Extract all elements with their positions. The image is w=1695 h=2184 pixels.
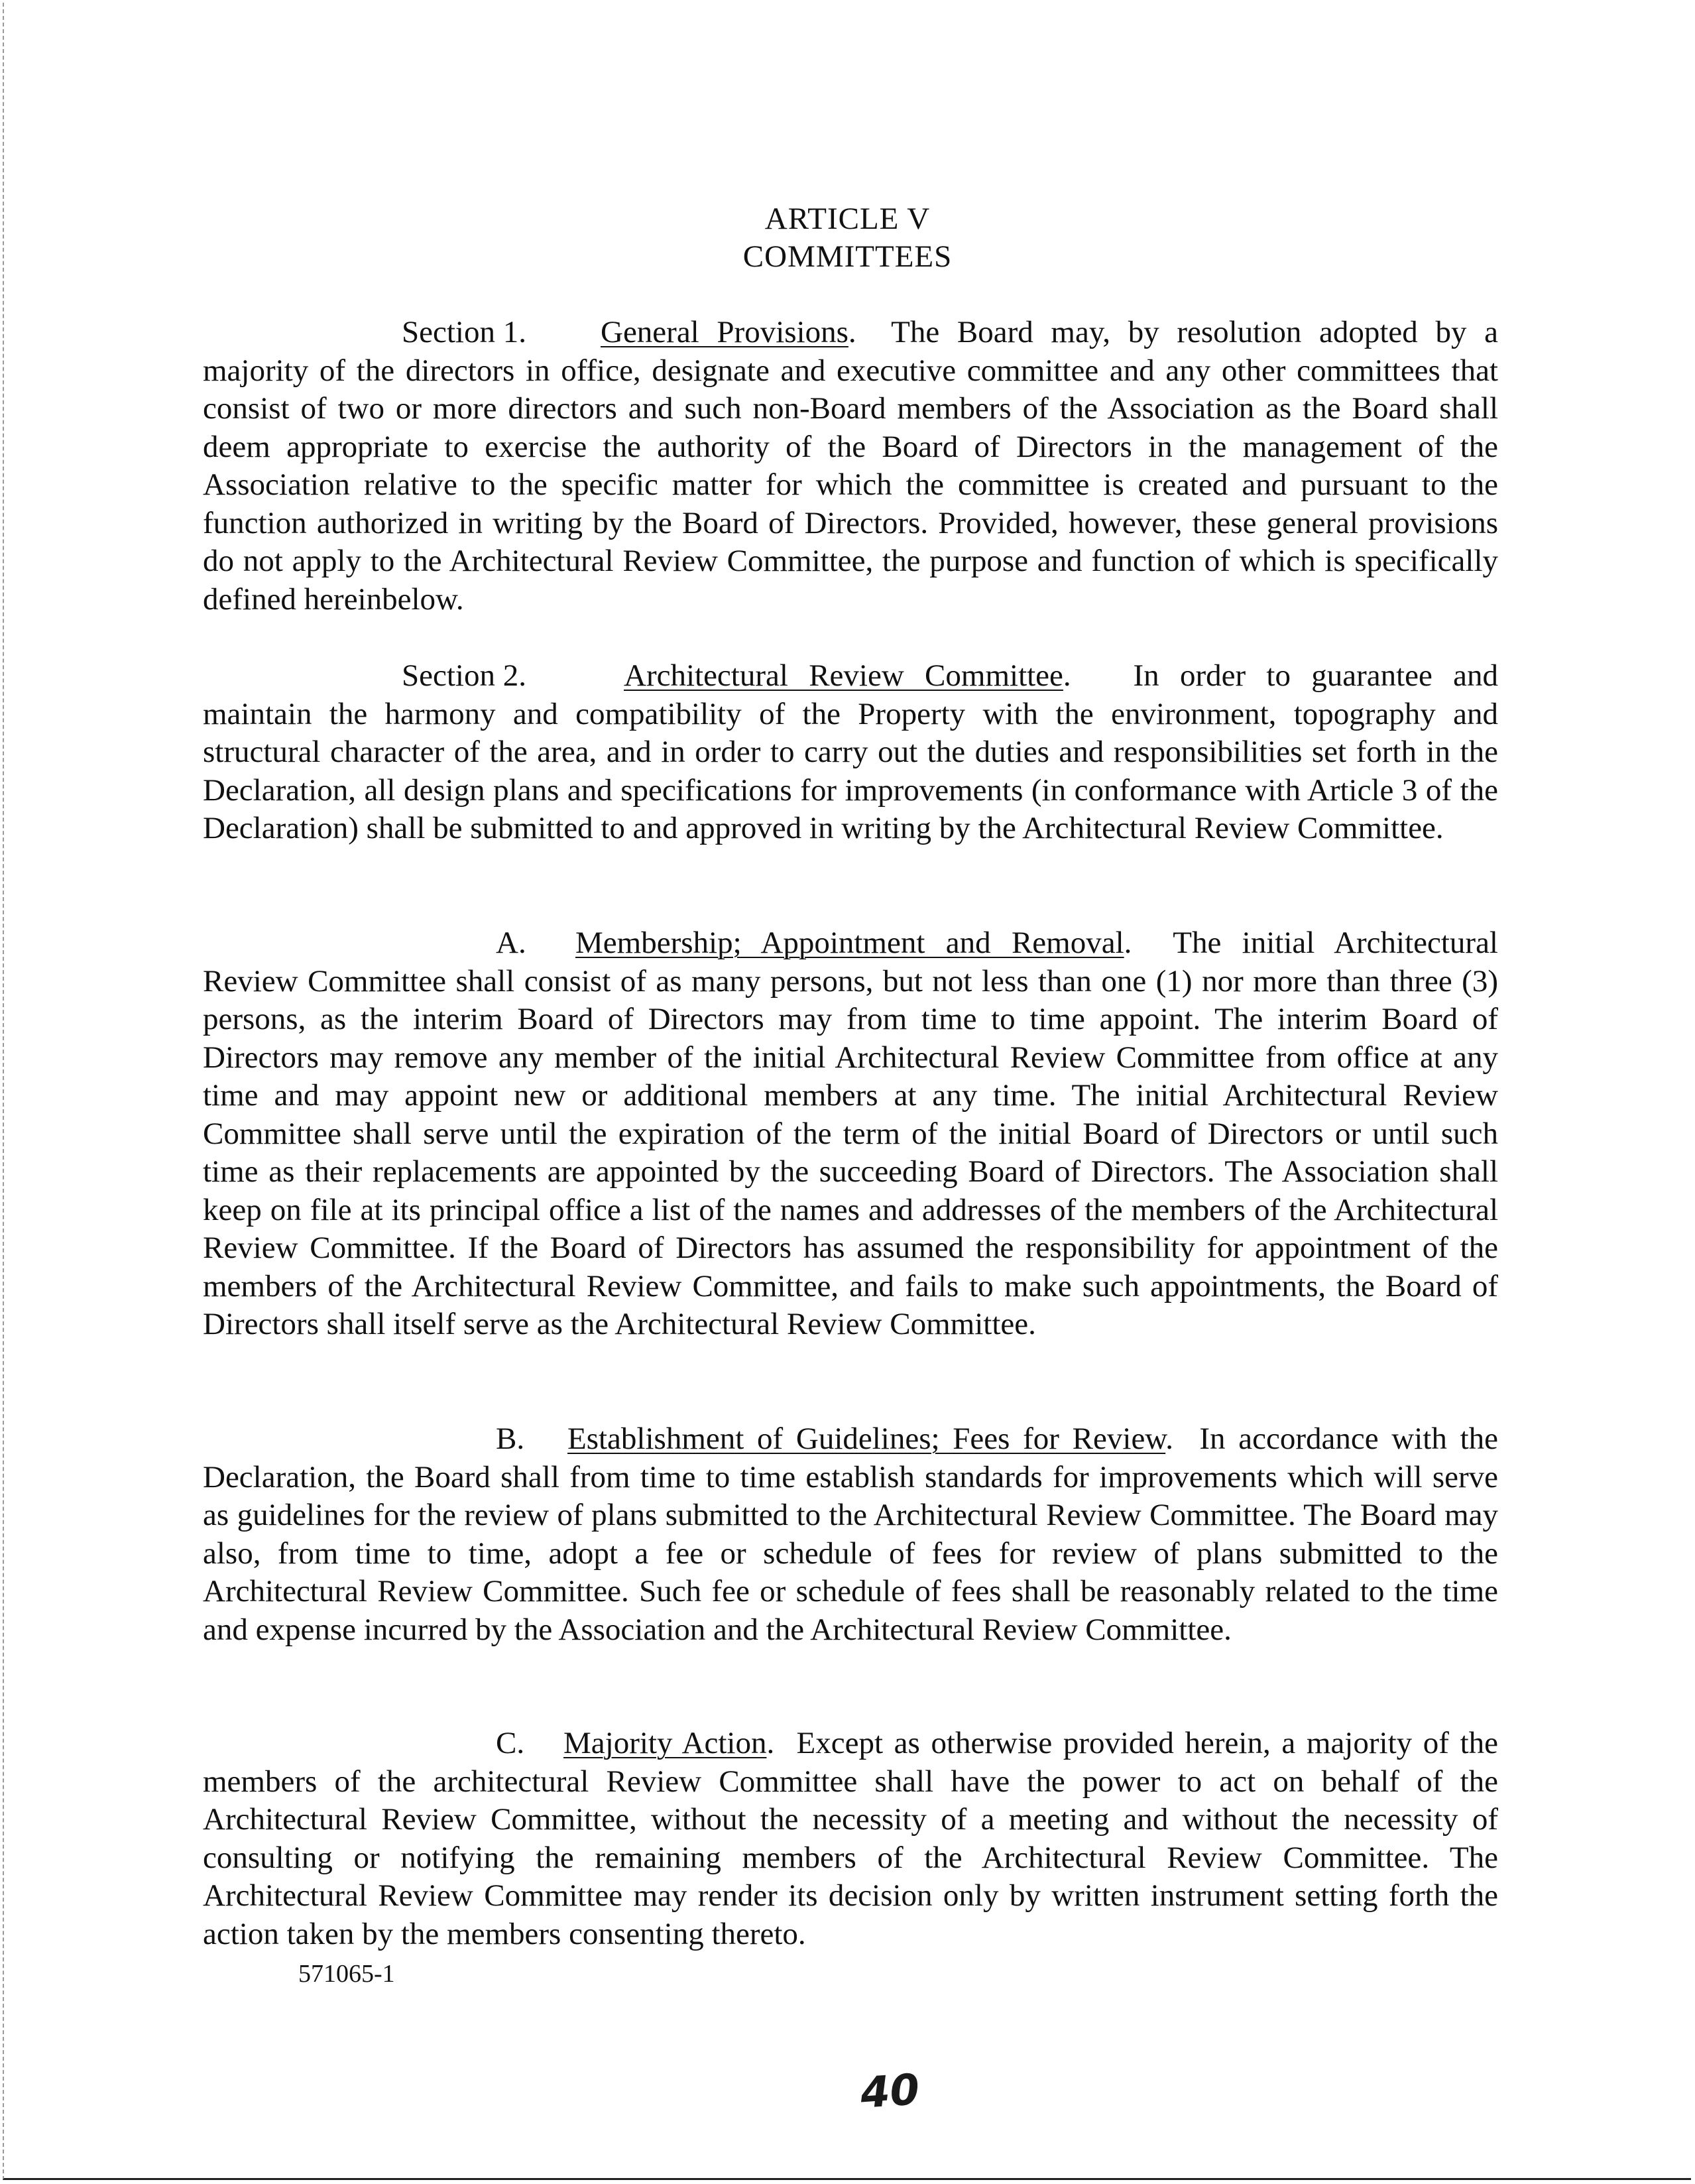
document-number: 571065-1 — [298, 1960, 395, 1988]
subsection-a-label: A. — [496, 926, 526, 960]
article-number: ARTICLE V — [764, 202, 931, 236]
section-2-title: Architectural Review Committee — [624, 658, 1063, 693]
subsection-b-label: B. — [496, 1422, 525, 1456]
section-1-label: Section 1. — [402, 315, 526, 349]
section-1-body: The Board may, by resolution adopted by a majority of the directors in office, designate and executive committee and any other committees that consist of two or more directors and such non-Board members of the Association as the Board shall deem appropriate to exercise the authority of the Board of Directors in the management of the Association relative to the specific matter for which the committee is created and pursuant to the function authorized in writing by the Board of Directors. Provided, however, these general provisions do not apply to the Architectural Review Committee, the purpose and function of which is specifically defined hereinbelow. — [203, 315, 1498, 617]
article-title: COMMITTEES — [742, 239, 953, 274]
section-1-title: General Provisions — [601, 315, 848, 349]
subsection-c: C. Majority Action. Except as otherwise provided herein, a majority of the members of the architectural Review Committee shall have the power to act on behalf of the Architectural Review Committee, without the necessity of a meeting and without the necessity of consulting or notifying the remaining members of the Architectural Review Committee. The Architectural Review Committee may render its decision only by written instrument setting forth the action taken by the members consenting thereto. — [203, 1726, 1498, 1951]
section-2-label: Section 2. — [402, 658, 526, 693]
subsection-b: B. Establishment of Guidelines; Fees for Review. In accordance with the Declaration, the Board shall from time to time establish standards for improvements which will serve as guidelines for the review of plans submitted to the Architectural Review Committee. The Board may also, from time to time, adopt a fee or schedule of fees for review of plans submitted to the Architectural Review Committee. Such fee or schedule of fees shall be reasonably related to the time and expense incurred by the Association and the Architectural Review Committee. — [203, 1422, 1498, 1647]
subsection-a-body: The initial Architectural Review Committee shall consist of as many persons, but not less than one (1) nor more than three (3) persons, as the interim Board of Directors may from time to time appoint. The interim Board of Directors may remove any member of the initial Architectural Review Committee from office at any time and may appoint new or additional members at any time. The initial Architectural Review Committee shall serve until the expiration of the term of the initial Board of Directors or until such time as their replacements are appointed by the succeeding Board of Directors. The Association shall keep on file at its principal office a list of the names and addresses of the members of the Architectural Review Committee. If the Board of Directors has assumed the responsibility for appointment of the members of the Architectural Review Committee, and fails to make such appointments, the Board of Directors shall itself serve as the Architectural Review Committee. — [203, 926, 1498, 1341]
handwritten-page-number: 40 — [858, 2065, 921, 2119]
subsection-c-body: Except as otherwise provided herein, a majority of the members of the architectural Review Committee shall have the power to act on behalf of the Architectural Review Committee, without the necessity of a meeting and without the necessity of consulting or notifying the remaining members of the Architectural Review Committee. The Architectural Review Committee may render its decision only by written instrument setting forth the action taken by the members consenting thereto. — [203, 1726, 1498, 1951]
section-1: Section 1. General Provisions. The Board may, by resolution adopted by a majority of the directors in office, designate and executive committee and any other committees that consist of two or more directors and such non-Board members of the Association as the Board shall deem appropriate to exercise the authority of the Board of Directors in the management of the Association relative to the specific matter for which the committee is created and pursuant to the function authorized in writing by the Board of Directors. Provided, however, these general provisions do not apply to the Architectural Review Committee, the purpose and function of which is specifically defined hereinbelow. — [203, 315, 1498, 617]
subsection-c-label: C. — [496, 1726, 525, 1760]
subsection-a-title: Membership; Appointment and Removal — [575, 926, 1124, 960]
subsection-a: A. Membership; Appointment and Removal. The initial Architectural Review Committee shall consist of as many persons, but not less than one (1) nor more than three (3) persons, as the interim Board of Directors may from time to time appoint. The interim Board of Directors may remove any member of the initial Architectural Review Committee from office at any time and may appoint new or additional members at any time. The initial Architectural Review Committee shall serve until the expiration of the term of the initial Board of Directors or until such time as their replacements are appointed by the succeeding Board of Directors. The Association shall keep on file at its principal office a list of the names and addresses of the members of the Architectural Review Committee. If the Board of Directors has assumed the responsibility for appointment of the members of the Architectural Review Committee, and fails to make such appointments, the Board of Directors shall itself serve as the Architectural Review Committee. — [203, 926, 1498, 1341]
section-2: Section 2. Architectural Review Committee. In order to guarantee and maintain the harmony and compatibility of the Property with the environment, topography and structural character of the area, and in order to carry out the duties and responsibilities set forth in the Declaration, all design plans and specifications for improvements (in conformance with Article 3 of the Declaration) shall be submitted to and approved in writing by the Architectural Review Committee. — [203, 658, 1499, 845]
subsection-c-title: Majority Action — [563, 1726, 767, 1760]
section-2-body: In order to guarantee and maintain the harmony and compatibility of the Property with the environment, topography and structural character of the area, and in order to carry out the duties and responsibilities set forth in the Declaration, all design plans and specifications for improvements (in conformance with Article 3 of the Declaration) shall be submitted to and approved in writing by the Architectural Review Committee. — [203, 658, 1499, 845]
subsection-b-body: In accordance with the Declaration, the Board shall from time to time establish standards for improvements which will serve as guidelines for the review of plans submitted to the Architectural Review Committee. The Board may also, from time to time, adopt a fee or schedule of fees for review of plans submitted to the Architectural Review Committee. Such fee or schedule of fees shall be reasonably related to the time and expense incurred by the Association and the Architectural Review Committee. — [203, 1422, 1498, 1647]
subsection-b-title: Establishment of Guidelines; Fees for Review — [567, 1422, 1166, 1456]
